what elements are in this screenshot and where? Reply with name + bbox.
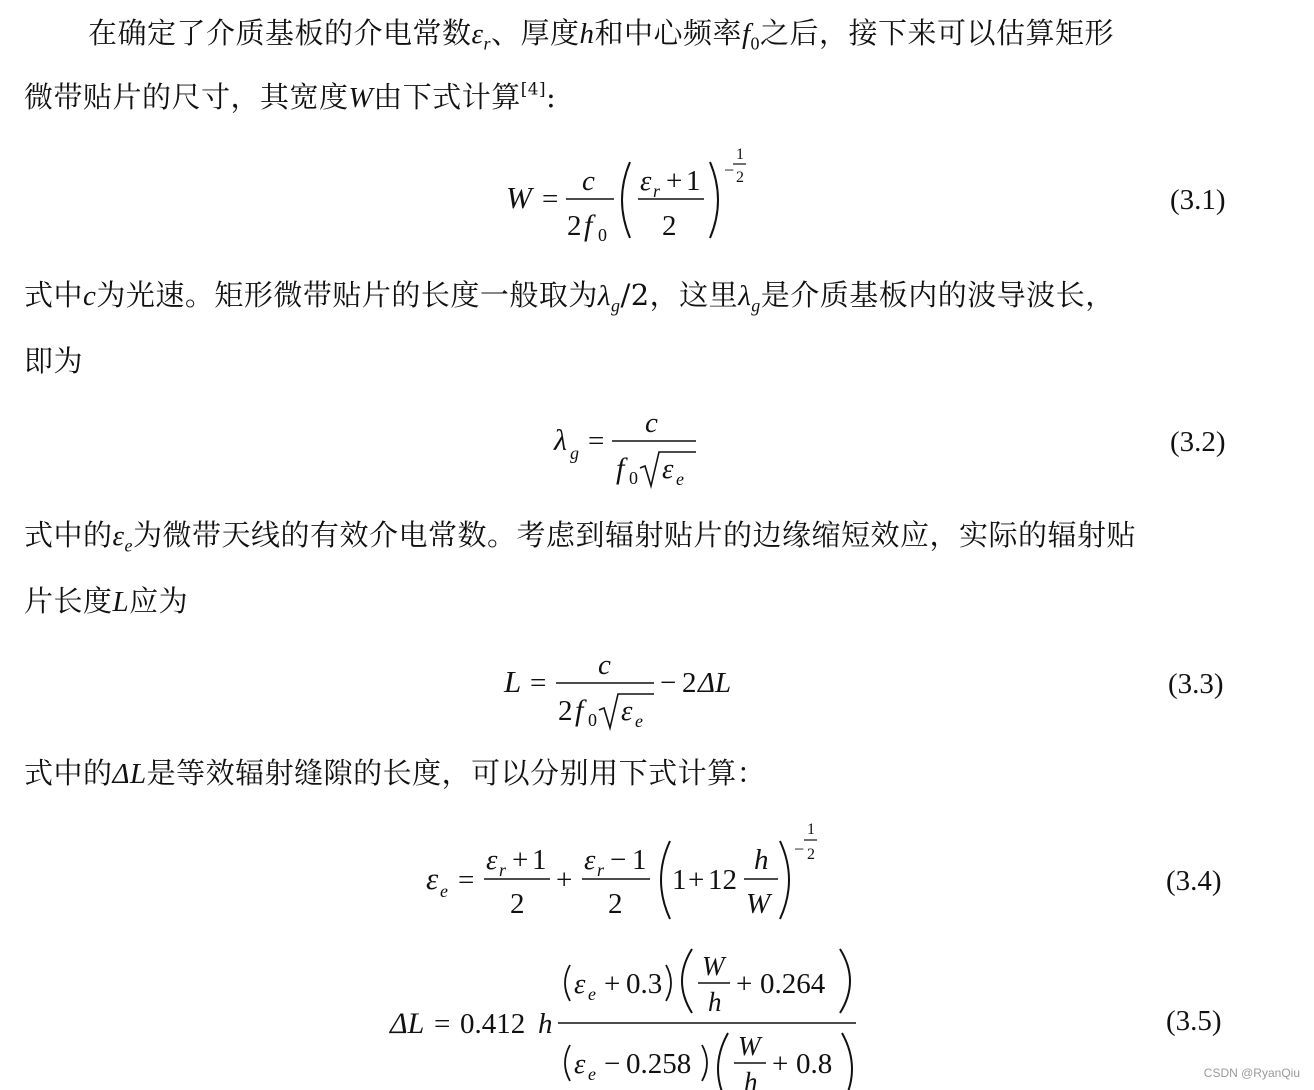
text-segment: 应为 [129,584,189,618]
paragraph-1-line-1 [24,2,1274,65]
eq1-equals: = [542,183,559,215]
lambda-g-symbol [597,280,621,316]
eq5-num-03: 0.3 [626,968,663,1000]
equation-number-3-4: (3.4) [1166,865,1222,897]
epsilon-glyph: ε [471,18,484,50]
equation-3-2-formula [548,402,748,492]
equation-3-3 [0,640,1314,735]
eq3-L: L [504,664,522,699]
equation-3-5-formula [386,945,886,1090]
equation-3-5 [0,945,1314,1090]
lambda-glyph: λ [597,280,611,312]
paragraph-4-line-1 [24,742,1274,805]
eq5-den-08: 0.8 [796,1048,833,1080]
eq1-right-paren [710,162,718,238]
text-segment: /2，这里 [620,278,739,312]
eq5-den-plus: + [772,1048,789,1080]
L-symbol: L [112,586,130,618]
text-segment: 为光速。矩形微带贴片的长度一般取为 [96,278,598,312]
text-segment: 片长度 [24,584,113,618]
text-segment: 和中心频率 [594,16,742,50]
text-segment: 式中 [24,278,84,312]
eq5-num-plus-1: + [604,968,621,1000]
eq5-deltaL: ΔL [390,1007,425,1040]
paragraph-3-line-2 [24,570,1274,633]
eq3-two-b: 2 [682,667,697,699]
subscript-e: e [124,535,133,556]
epsilon-e-symbol [112,520,133,556]
eq4-exp-den: 2 [807,846,815,863]
eq1-plus: + [666,165,683,197]
eq5-num-paren-1-left [565,965,570,1001]
eq4-equals: = [458,864,475,896]
equation-number-3-1: (3.1) [1170,184,1226,216]
paragraph-2-line-1 [24,264,1274,327]
paragraph-2-line-2: 即为 [24,344,84,378]
text-segment: 式中的 [24,756,113,790]
text-segment: 之后，接下来可以估算矩形 [760,16,1115,50]
eq5-den-h: h [744,1067,758,1090]
eq1-eps-sub: r [653,181,661,201]
eq5-num-h: h [708,987,722,1017]
eq4-two-2: 2 [608,888,623,920]
eq5-num-paren-2-right [840,949,850,1013]
eq5-den-0258: 0.258 [626,1048,692,1080]
equation-number-3-5: (3.5) [1166,1005,1222,1037]
eq3-f-sub: 0 [588,710,597,730]
subscript-g: g [610,295,621,316]
eq5-den-eps: ε [574,1048,586,1080]
W-symbol: W [348,82,374,114]
equation-3-3-formula [498,640,758,735]
eq3-f: f [575,694,584,727]
eq5-h: h [538,1008,553,1040]
lambda-glyph: λ [738,280,752,312]
equation-number-3-2: (3.2) [1170,426,1226,458]
eq3-two: 2 [558,695,573,727]
eq4-exp-minus: − [794,839,805,859]
eq4-twelve: 12 [708,864,737,896]
eq1-exp-den: 2 [736,169,744,186]
eq4-plus-3: + [688,864,705,896]
epsilon-glyph: ε [112,520,125,552]
subscript-g: g [751,295,761,316]
paragraph-3-line-1 [24,504,1274,567]
eq4-eps: ε [426,861,439,896]
eq5-num-plus-2: + [736,968,753,1000]
eq1-exp-num: 1 [736,146,744,163]
eq4-left-paren [661,841,670,919]
text-segment: 是等效辐射缝隙的长度，可以分别用下式计算： [146,756,767,790]
eq3-c: c [598,649,611,681]
eq1-exp-minus: − [724,160,735,180]
paragraph-1-line-2 [24,66,1274,129]
equation-number-3-3: (3.3) [1168,668,1224,700]
eq5-num-eps-sub: e [588,984,596,1004]
eq4-eps-r-2: ε [584,844,596,876]
eq5-den-paren-2-right [842,1033,852,1090]
text-segment: : [546,80,557,114]
eq5-den-W: W [738,1031,761,1061]
equation-3-4-formula [420,815,840,925]
eq4-one-2: 1 [632,844,647,876]
eq2-lambda-sub: g [570,443,579,463]
equation-3-4 [0,815,1314,925]
text-segment: 由下式计算 [373,80,521,114]
eq5-coef: 0.412 [460,1008,526,1040]
text-segment: 微带贴片的尺寸，其宽度 [24,80,349,114]
eq2-eps-sub: e [676,469,684,489]
text-segment: 式中的 [24,518,113,552]
eq1-c: c [582,165,595,197]
eq4-right-paren [780,841,789,919]
equation-3-1-formula [500,140,800,250]
eq3-deltaL: ΔL [698,667,732,699]
eq2-lambda: λ [554,424,567,457]
eq2-f-sub: 0 [629,468,638,488]
eq1-W: W [506,180,532,215]
text-segment: 为微带天线的有效介电常数。考虑到辐射贴片的边缘缩短效应，实际的辐射贴 [132,518,1136,552]
eq1-one: 1 [686,165,701,197]
eq5-den-paren-1-left [565,1045,570,1081]
eq1-f-sub: 0 [598,225,607,245]
lambda-g-symbol-2 [738,280,761,316]
eq4-minus-1: − [610,844,627,876]
subscript-r: r [483,33,491,54]
eq4-W: W [746,888,771,920]
eq4-one-1: 1 [532,844,547,876]
eq5-num-eps: ε [574,968,586,1000]
epsilon-r-symbol [471,18,491,54]
eq3-equals: = [530,667,547,699]
equation-3-1 [0,140,1314,250]
eq3-eps: ε [621,695,633,727]
c-symbol: c [83,280,97,312]
eq4-plus-1: + [512,844,529,876]
eq1-two: 2 [567,210,582,242]
h-symbol: h [579,18,595,50]
eq5-num-paren-2-left [682,949,692,1013]
eq2-c: c [645,407,658,439]
watermark: CSDN @RyanQiu [1203,1066,1300,1080]
eq5-num-paren-1-right [666,965,671,1001]
eq4-one-3: 1 [672,864,687,896]
eq4-h: h [754,844,769,876]
text-segment: 在确定了介质基板的介电常数 [88,16,472,50]
eq1-eps: ε [640,165,652,197]
eq4-eps-sub: e [440,881,448,901]
subscript-0: 0 [750,33,761,54]
text-segment: 是介质基板内的波导波长， [760,278,1115,312]
citation-ref: [4] [520,78,547,99]
eq5-num-0264: 0.264 [760,968,826,1000]
eq1-two-den: 2 [662,210,677,242]
eq2-eps: ε [662,453,674,485]
text-segment: 、厚度 [490,16,580,50]
eq1-left-paren [622,162,630,238]
eq3-minus: − [660,667,677,699]
eq5-den-minus: − [604,1048,621,1080]
eq2-f: f [616,452,625,485]
eq5-den-paren-2-left [718,1033,728,1090]
eq2-equals: = [588,425,605,457]
eq4-plus-2: + [556,864,573,896]
f-glyph: f [741,18,751,50]
eq5-num-W: W [702,951,725,981]
f0-symbol [741,18,761,54]
eq4-eps-r-1: ε [486,844,498,876]
eq4-eps-r-1-sub: r [499,860,507,880]
eq5-equals: = [434,1008,451,1040]
equation-3-2 [0,402,1314,492]
eq4-eps-r-2-sub: r [597,860,605,880]
eq4-exp-num: 1 [807,821,815,838]
eq4-two-1: 2 [510,888,525,920]
eq5-den-eps-sub: e [588,1064,596,1084]
eq1-f: f [584,209,593,242]
deltaL-symbol: ΔL [112,758,147,790]
eq3-eps-sub: e [635,711,643,731]
eq5-den-paren-1-right [702,1045,707,1081]
